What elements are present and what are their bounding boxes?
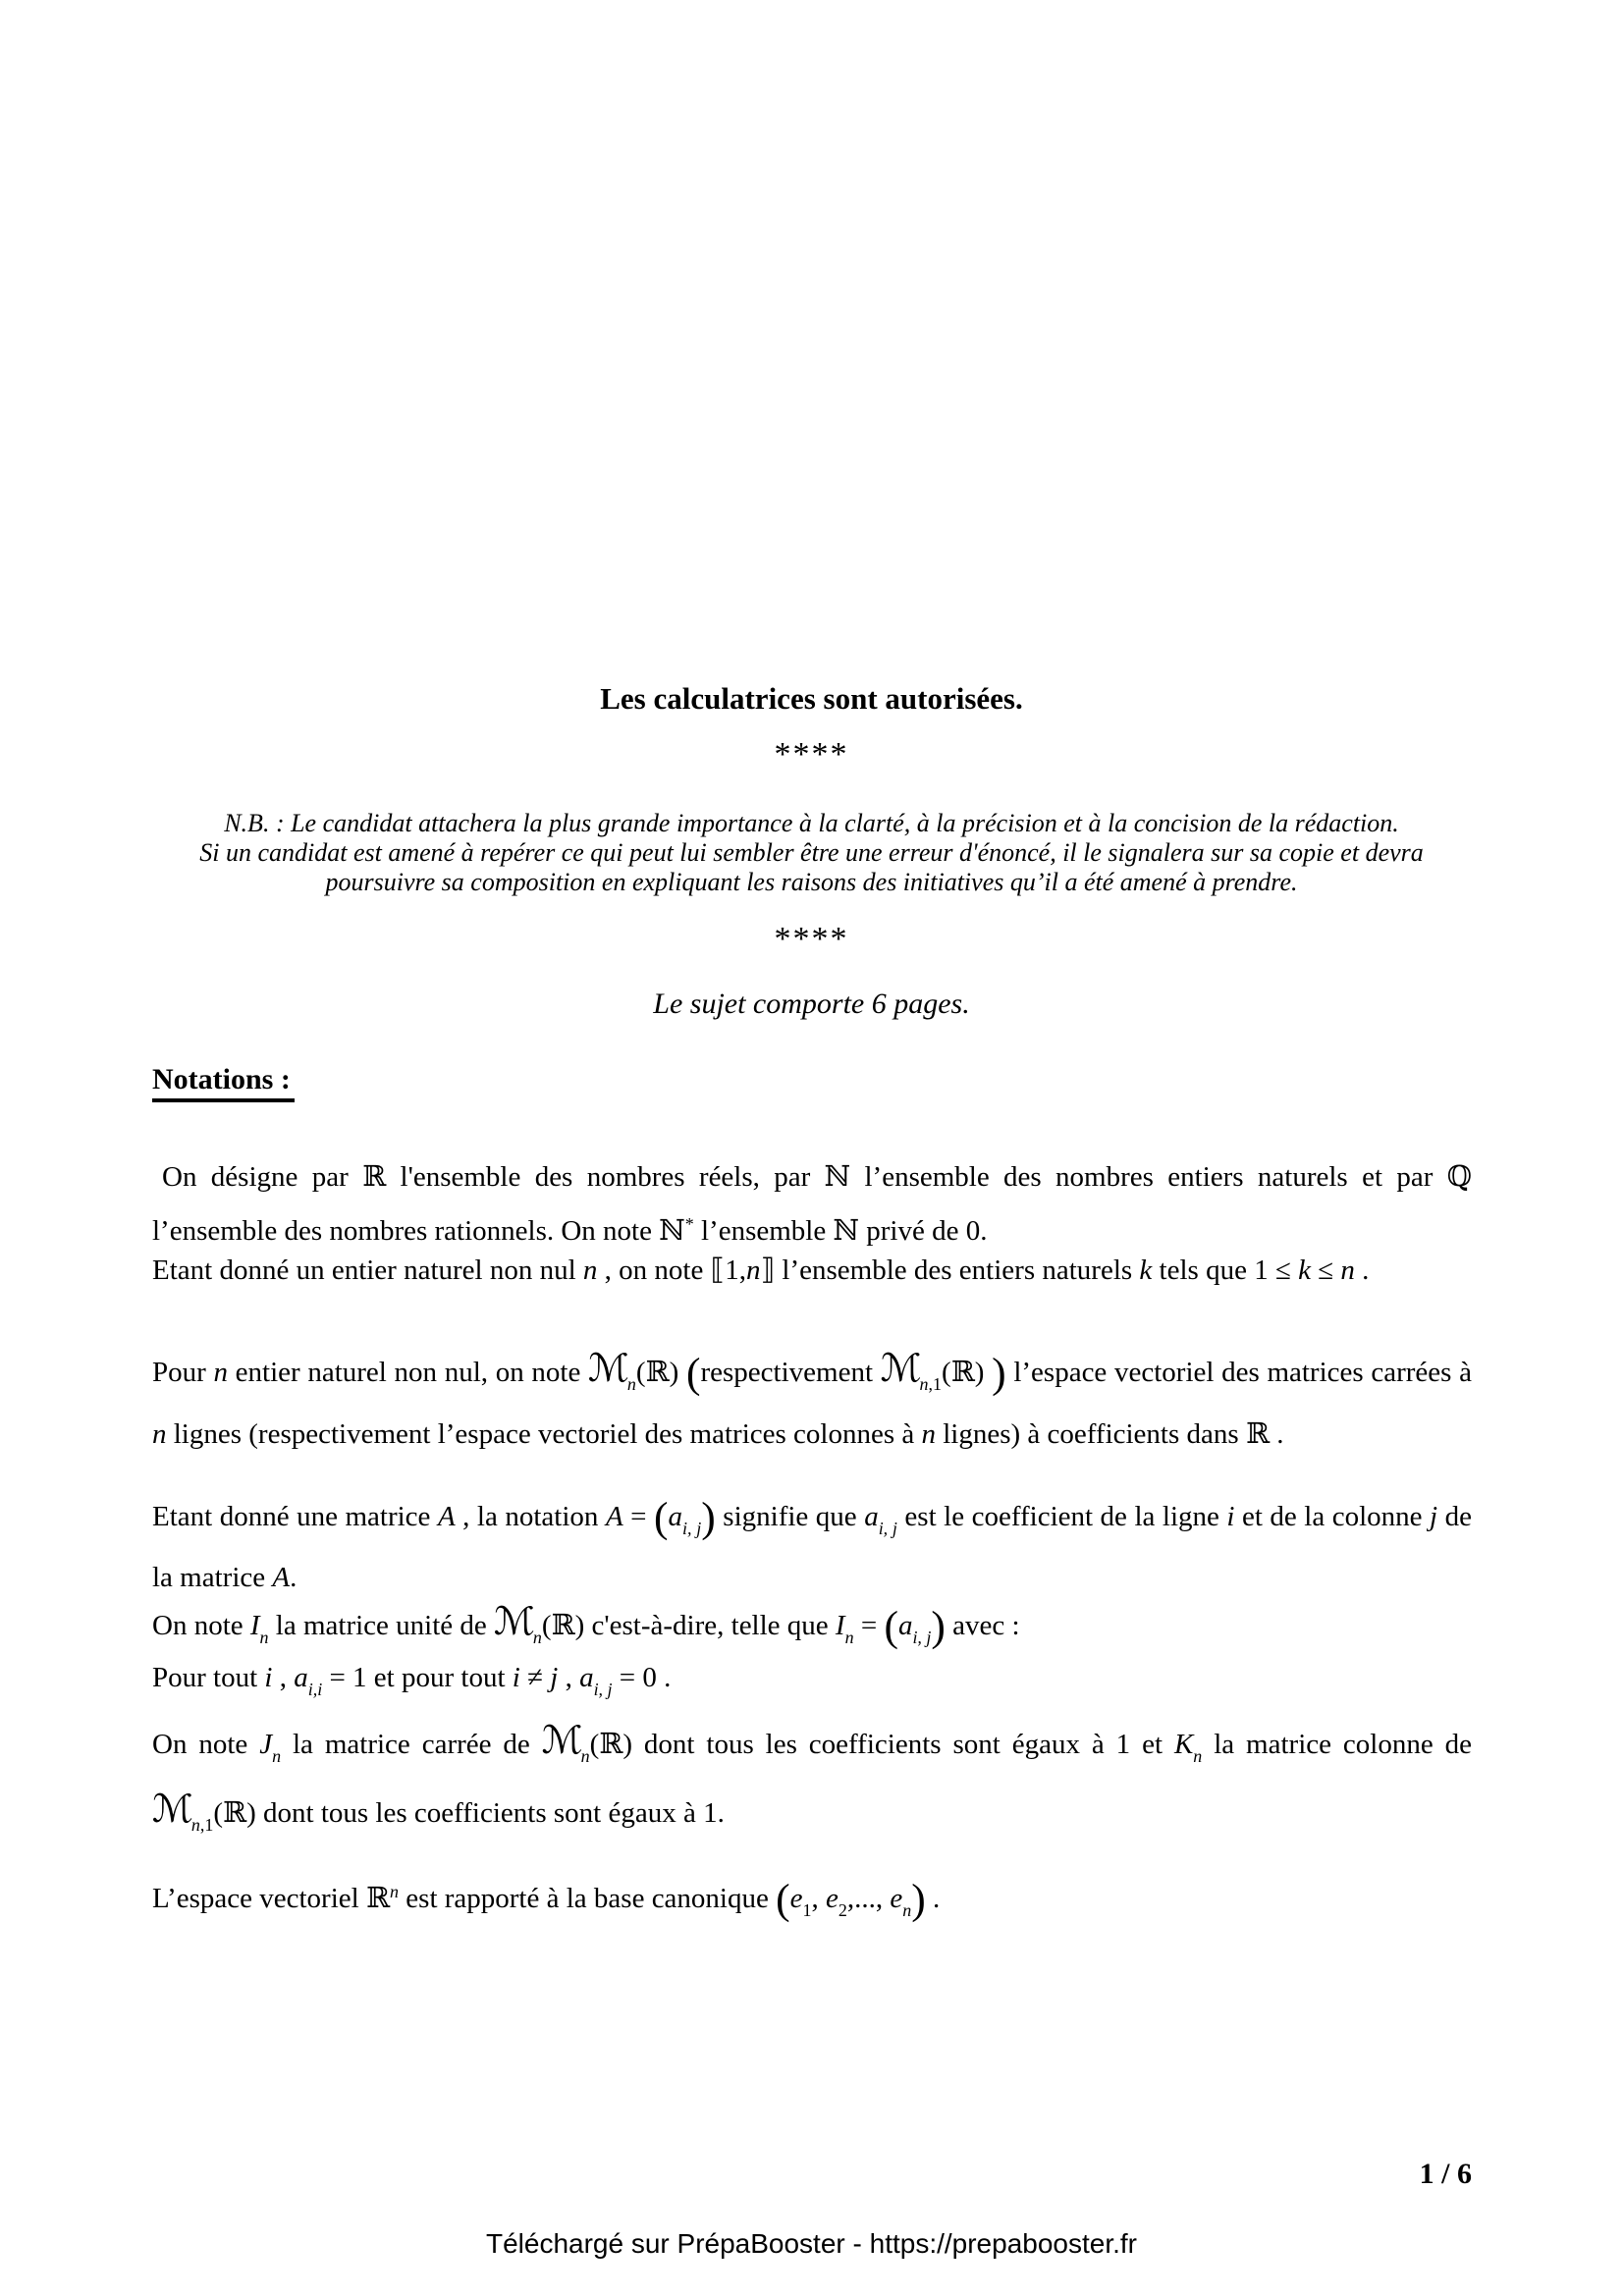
document-title: Les calculatrices sont autorisées. bbox=[600, 681, 1023, 716]
paragraph-identity-matrix: On note $I_n$ la matrice unité de ℳ$_n$(ℝ) c'est-à-dire, telle que $I_n = (a_{i, j})$ avec : bbox=[152, 1600, 1020, 1651]
separator-stars-top: **** bbox=[774, 736, 849, 773]
paragraph-matrix-notation: Etant donné une matrice A , la notation $A = (a_{i, j})$ signifie que $a_{i, j}$ est le coefficient de la ligne i et de la colonne j de la matrice A. bbox=[152, 1494, 1472, 1593]
nb-notice-line-3: poursuivre sa composition en expliquant les raisons des initiatives qu’il a été amené à prendre. bbox=[325, 868, 1298, 896]
paragraph-integer-interval: Etant donné un entier naturel non nul n , on note ⟦1,n⟧ l’ensemble des entiers naturels k tels que 1 ≤ k ≤ n . bbox=[152, 1253, 1370, 1286]
separator-stars-bottom: **** bbox=[774, 921, 849, 957]
pages-count-note: Le sujet comporte 6 pages. bbox=[653, 988, 970, 1020]
paragraph-identity-coefficients: Pour tout i , $a_{i,i} = 1$ et pour tout i ≠ j , $a_{i, j} = 0$ . bbox=[152, 1662, 672, 1699]
paragraph-matrix-spaces: Pour n entier naturel non nul, on note ℳ$_n$(ℝ) (respectivement ℳ$_{n,1}$(ℝ) ) l’espace vectoriel des matrices carrées à n lignes (respectivement l’espace vectoriel des matrices colonnes à n lignes) à coefficients dans ℝ . bbox=[152, 1347, 1472, 1450]
nb-notice-line-1: N.B. : Le candidat attachera la plus grande importance à la clarté, à la précision et à la concision de la rédaction. bbox=[224, 809, 1399, 837]
notations-section bbox=[152, 1064, 295, 1102]
notations-heading: Notations : bbox=[152, 1064, 295, 1102]
page-number: 1 / 6 bbox=[1419, 2158, 1472, 2190]
paragraph-ones-matrices: On note $J_n$ la matrice carrée de ℳ$_n$(ℝ) dont tous les coefficients sont égaux à 1 et $K_n$ la matrice colonne de ℳ$_{n,1}$(ℝ) dont tous les coefficients sont égaux à 1. bbox=[152, 1719, 1473, 1835]
paragraph-canonical-basis: L’espace vectoriel ℝ$^n$ est rapporté à la base canonique ($e_1$, $e_2$,..., $e_n$) . bbox=[152, 1875, 941, 1923]
nb-notice bbox=[0, 809, 1623, 897]
footer-download-note: Téléchargé sur PrépaBooster - https://prepabooster.fr bbox=[485, 2228, 1138, 2259]
nb-notice-line-2: Si un candidat est amené à repérer ce qui peut lui sembler être une erreur d'énoncé, il le signalera sur sa copie et devra bbox=[199, 838, 1424, 867]
paragraph-number-sets: On désigne par ℝ l'ensemble des nombres réels, par ℕ l’ensemble des nombres entiers naturels et par ℚ l’ensemble des nombres rationnels. On note ℕ* l’ensemble ℕ privé de 0. bbox=[152, 1159, 1472, 1247]
